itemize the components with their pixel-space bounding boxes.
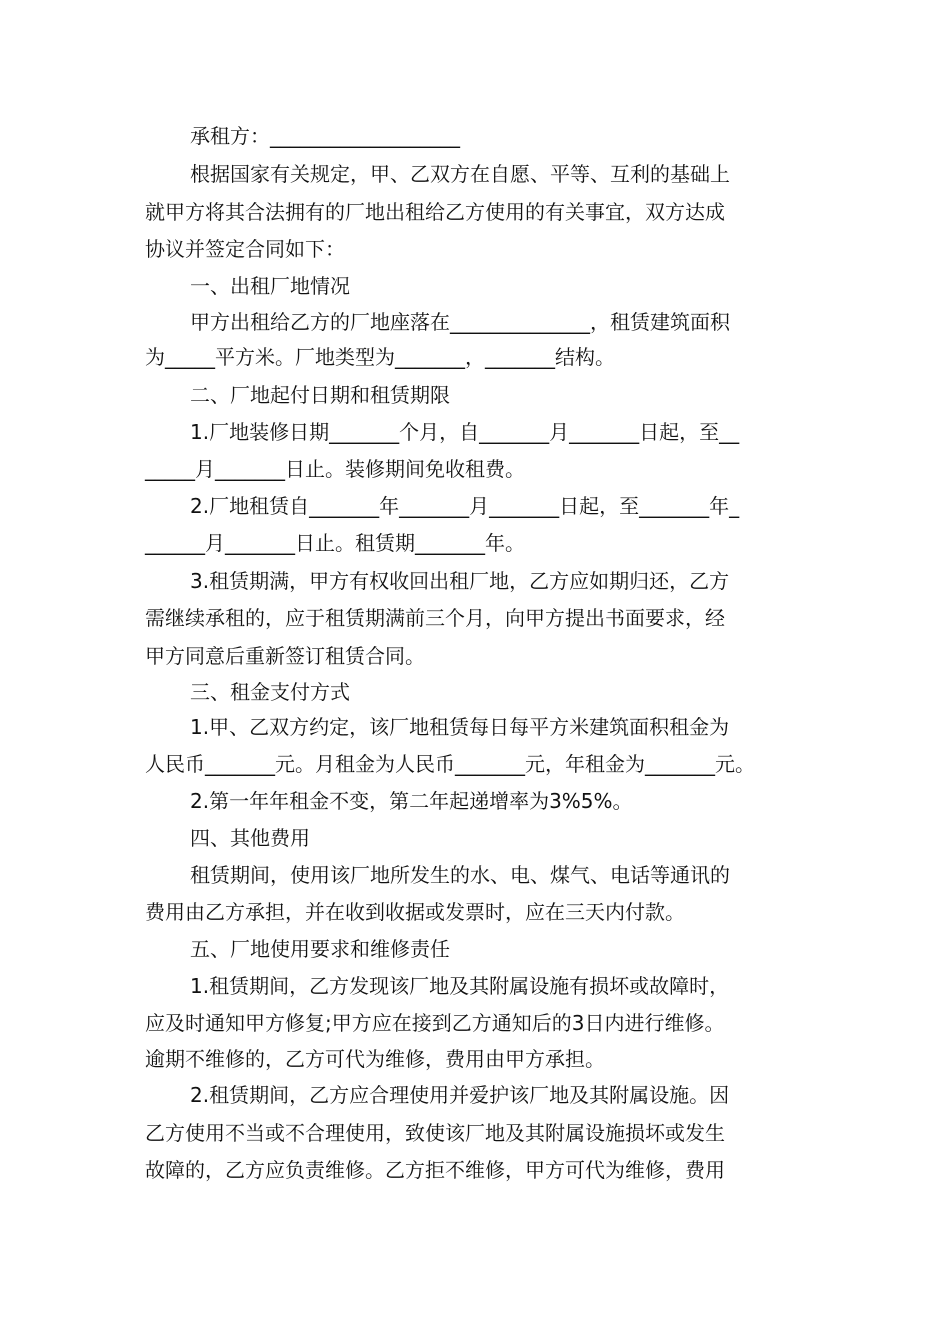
paragraph-line: 3.租赁期满，甲方有权收回出租厂地，乙方应如期归还，乙方 [190, 569, 730, 593]
paragraph-line: 人民币_______元。月租金为人民币_______元，年租金为_______元。 [145, 752, 755, 776]
paragraph-line: 故障的，乙方应负责维修。乙方拒不维修，甲方可代为维修，费用 [145, 1158, 725, 1182]
paragraph-line: 2.租赁期间，乙方应合理使用并爱护该厂地及其附属设施。因 [190, 1083, 730, 1107]
paragraph-line: 1.甲、乙双方约定，该厂地租赁每日每平方米建筑面积租金为 [190, 715, 730, 739]
paragraph-line: 需继续承租的，应于租赁期满前三个月，向甲方提出书面要求，经 [145, 606, 725, 630]
section-heading: 五、厂地使用要求和维修责任 [190, 937, 450, 961]
paragraph-line: 费用由乙方承担，并在收到收据或发票时，应在三天内付款。 [145, 900, 685, 924]
section-heading: 一、出租厂地情况 [190, 274, 350, 298]
paragraph-line: 甲方同意后重新签订租赁合同。 [145, 644, 425, 668]
paragraph-line: 逾期不维修的，乙方可代为维修，费用由甲方承担。 [145, 1047, 605, 1071]
paragraph-line: 为_____平方米。厂地类型为_______，_______结构。 [145, 345, 615, 369]
paragraph-line: 甲方出租给乙方的厂地座落在______________，租赁建筑面积 [190, 310, 730, 334]
section-heading: 四、其他费用 [190, 826, 310, 850]
section-heading: 二、厂地起付日期和租赁期限 [190, 383, 450, 407]
paragraph-line: 2.厂地租赁自_______年_______月_______日起，至_______年_ [190, 494, 740, 518]
paragraph-line: _____月_______日止。装修期间免收租费。 [145, 457, 525, 481]
paragraph-line: ______月_______日止。租赁期_______年。 [145, 531, 525, 555]
section-heading: 三、租金支付方式 [190, 680, 350, 704]
paragraph-line: 乙方使用不当或不合理使用，致使该厂地及其附属设施损坏或发生 [145, 1121, 725, 1145]
lessee-line: 承租方：___________________ [190, 124, 460, 148]
paragraph-line: 1.租赁期间，乙方发现该厂地及其附属设施有损坏或故障时， [190, 974, 730, 998]
paragraph-line: 应及时通知甲方修复;甲方应在接到乙方通知后的3日内进行维修。 [145, 1011, 725, 1035]
paragraph-line: 2.第一年年租金不变，第二年起递增率为3%5%。 [190, 789, 633, 813]
paragraph-line: 1.厂地装修日期_______个月，自_______月_______日起，至__ [190, 420, 740, 444]
paragraph-line: 协议并签定合同如下： [145, 237, 345, 261]
paragraph-line: 租赁期间，使用该厂地所发生的水、电、煤气、电话等通讯的 [190, 863, 730, 887]
paragraph-line: 就甲方将其合法拥有的厂地出租给乙方使用的有关事宜，双方达成 [145, 200, 725, 224]
paragraph-line: 根据国家有关规定，甲、乙双方在自愿、平等、互利的基础上 [190, 162, 730, 186]
